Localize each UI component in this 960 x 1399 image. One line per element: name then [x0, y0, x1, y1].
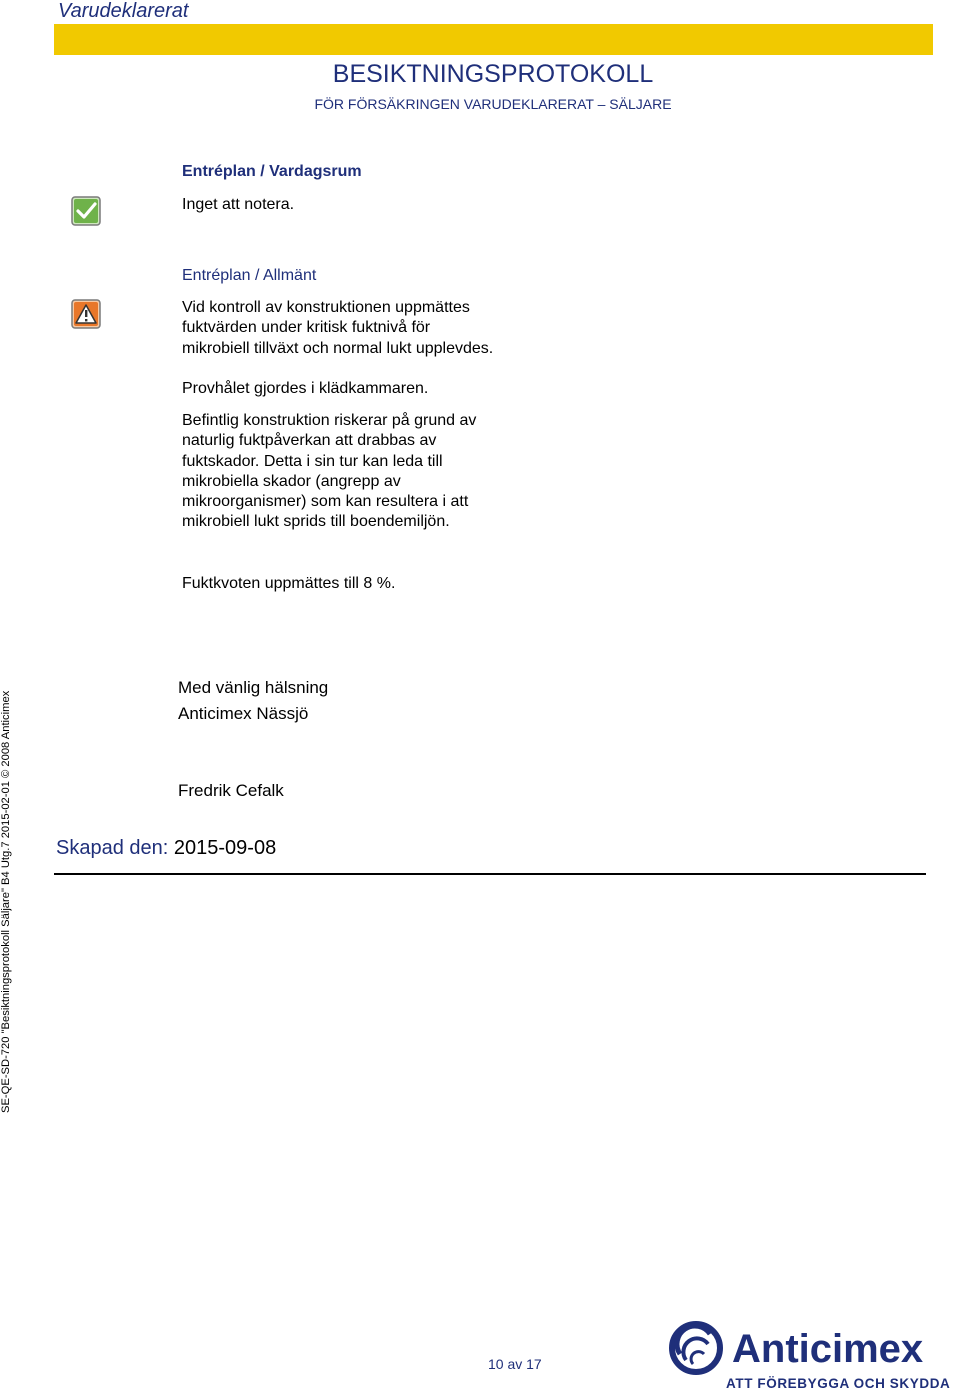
text-line: mikroorganismer) som kan resultera i att	[182, 493, 469, 511]
greeting: Med vänlig hälsning	[178, 678, 329, 697]
text-line: fuktvärden under kritisk fuktnivå för	[182, 319, 431, 337]
page-title: BESIKTNINGSPROTOKOLL	[332, 60, 654, 88]
logo-symbol-icon	[672, 1324, 720, 1372]
logo-wordmark: Anticimex	[732, 1327, 924, 1371]
text-line: Vid kontroll av konstruktionen uppmättes	[182, 299, 470, 316]
created-date: 2015-09-08	[173, 837, 277, 859]
side-document-code: SE-QE-SD-720 "Besiktningsprotokoll Säljare" B4 Utg.7 2015-02-01 © 2008 Anticimex	[0, 690, 12, 1113]
logo-tagline: ATT FÖREBYGGA OCH SKYDDA	[726, 1376, 951, 1391]
risk-text	[182, 411, 476, 533]
text-line: Befintlig konstruktion riskerar på grund av	[182, 412, 477, 429]
created-date-line	[56, 837, 276, 860]
check-icon	[70, 195, 102, 227]
page-subtitle: FÖR FÖRSÄKRINGEN VARUDEKLARERAT – SÄLJARE	[314, 96, 672, 112]
section-heading-vardagsrum: Entréplan / Vardagsrum	[182, 163, 362, 180]
section-text-allmant	[182, 298, 493, 359]
company-name: Anticimex Nässjö	[178, 704, 309, 723]
document-label: Varudeklarerat	[58, 0, 189, 22]
section-text-vardagsrum: Inget att notera.	[182, 196, 295, 213]
signer-name: Fredrik Cefalk	[178, 781, 284, 800]
text-line: naturlig fuktpåverkan att drabbas av	[182, 432, 437, 450]
text-line: mikrobiella skador (angrepp av	[182, 472, 401, 490]
page-number: 10 av 17	[488, 1356, 542, 1372]
section-heading-allmant: Entréplan / Allmänt	[182, 267, 317, 284]
text-line: mikrobiell tillväxt och normal lukt upplevdes.	[182, 339, 494, 357]
created-label: Skapad den:	[56, 837, 169, 859]
warning-icon	[70, 298, 102, 330]
footer-divider	[54, 873, 926, 875]
anticimex-logo	[666, 1320, 951, 1392]
header-bar	[54, 24, 933, 55]
text-line: fuktskador. Detta i sin tur kan leda till	[182, 452, 443, 470]
provhal-text: Provhålet gjordes i klädkammaren.	[182, 380, 429, 397]
text-line: mikrobiell lukt sprids till boendemiljön.	[182, 513, 450, 531]
moisture-text: Fuktkvoten uppmättes till 8 %.	[182, 575, 396, 592]
